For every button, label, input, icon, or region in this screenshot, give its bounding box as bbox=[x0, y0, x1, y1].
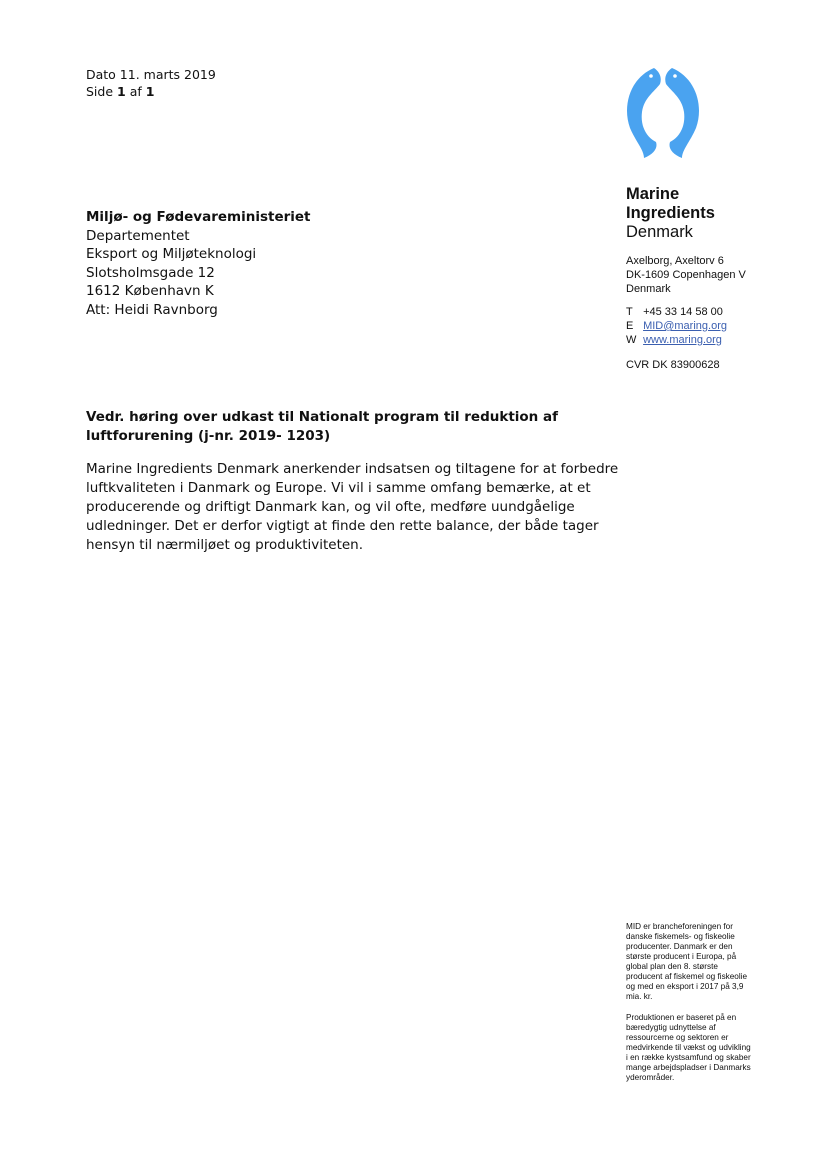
email-key: E bbox=[626, 320, 634, 332]
letter-meta bbox=[86, 66, 216, 100]
address-line: Axelborg, Axeltorv 6 bbox=[626, 255, 724, 267]
page-total: 1 bbox=[145, 84, 155, 99]
recipient-block bbox=[86, 208, 311, 319]
footnote-paragraph-2: Produktionen er baseret på en bæredygtig udnyttelse af ressourcerne og sektoren er medvirkende til vækst og udvikling i en række kystsamfund og skaber mange arbejdspladser i Danmarks yderområder. bbox=[626, 1013, 751, 1082]
recipient-line: 1612 København K bbox=[86, 283, 214, 299]
brand-name bbox=[626, 185, 715, 242]
phone-number: +45 33 14 58 00 bbox=[643, 306, 723, 318]
email-link[interactable]: MID@maring.org bbox=[643, 320, 727, 332]
page-mid: af bbox=[125, 84, 146, 99]
cvr-number: CVR DK 83900628 bbox=[626, 359, 720, 371]
address-line: DK-1609 Copenhagen V bbox=[626, 269, 746, 281]
recipient-line: Departementet bbox=[86, 227, 190, 244]
email-row bbox=[626, 319, 727, 333]
letter-subject: Vedr. høring over udkast til Nationalt program til reduktion af luftforurening (j-nr. 2019- 1203) bbox=[86, 409, 558, 444]
brand-line-3: Denmark bbox=[626, 223, 693, 241]
recipient-line: Eksport og Miljøteknologi bbox=[86, 246, 257, 262]
web-row bbox=[626, 333, 727, 347]
phone-key: T bbox=[626, 306, 633, 318]
web-key: W bbox=[626, 334, 637, 346]
fish-logo-icon bbox=[620, 62, 706, 162]
letter-date: Dato 11. marts 2019 bbox=[86, 67, 216, 82]
page-prefix: Side bbox=[86, 84, 118, 99]
footnote-paragraph-1: MID er brancheforeningen for danske fiskemels- og fiskeolie producenter. Danmark er den største producent i Europa, på global plan den 8. største producent af fiskemel og fiskeolie og med en eksport i 2017 på 3,9 mia. kr. bbox=[626, 922, 748, 1001]
address-line: Denmark bbox=[626, 283, 671, 295]
sender-contact bbox=[626, 305, 727, 347]
letter-body: Marine Ingredients Denmark anerkender indsatsen og tiltagene for at forbedre luftkvaliteten i Danmark og Europe. Vi vil i samme omfang bemærke, at et producerende og driftigt Danmark kan, og vil ofte, medføre uundgåelige udledninger. Det er derfor vigtigt at finde den rette balance, der både tager hensyn til nærmiljøet og produktiviteten. bbox=[86, 461, 619, 553]
recipient-line: Att: Heidi Ravnborg bbox=[86, 301, 218, 318]
web-link[interactable]: www.maring.org bbox=[643, 334, 722, 346]
sender-address bbox=[626, 254, 746, 296]
recipient-line: Slotsholmsgade 12 bbox=[86, 264, 215, 281]
phone-row bbox=[626, 305, 727, 319]
brand-line-1: Marine bbox=[626, 185, 680, 203]
page-number bbox=[86, 83, 216, 100]
page-current: 1 bbox=[117, 84, 126, 99]
brand-line-2: Ingredients bbox=[626, 204, 715, 222]
recipient-name: Miljø- og Fødevareministeriet bbox=[86, 209, 311, 225]
